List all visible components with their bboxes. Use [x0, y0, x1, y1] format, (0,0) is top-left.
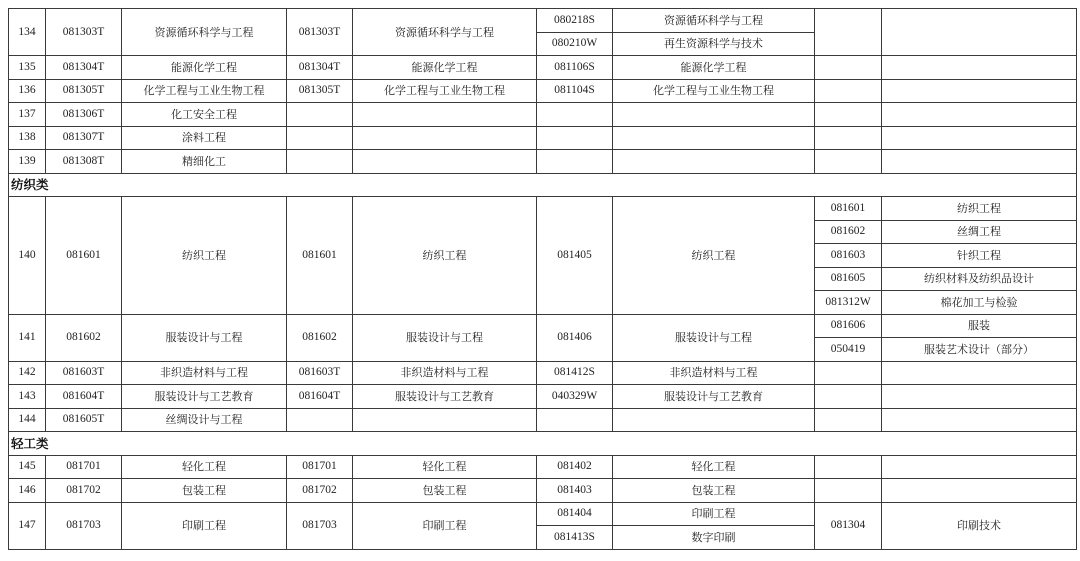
prev-major-name-cell — [882, 479, 1077, 503]
ref-major-code-cell: 081304T — [287, 56, 353, 80]
ref-major-name-cell: 印刷工程 — [353, 502, 537, 549]
ref-major-name-cell: 化学工程与工业生物工程 — [353, 79, 537, 103]
ref-major-code-cell: 081703 — [287, 502, 353, 549]
prev-major-name-cell — [882, 9, 1077, 56]
major-name-cell: 精细化工 — [122, 150, 287, 174]
row-number-cell: 141 — [9, 314, 46, 361]
prev-major-name-cell — [882, 361, 1077, 385]
table-row — [9, 314, 1077, 338]
old-major-code-cell — [537, 126, 613, 150]
major-code-cell: 081306T — [46, 103, 122, 127]
major-name-cell: 包装工程 — [122, 479, 287, 503]
major-name-cell: 能源化学工程 — [122, 56, 287, 80]
old-major-name-cell: 资源循环科学与工程 — [613, 9, 815, 33]
ref-major-code-cell: 081303T — [287, 9, 353, 56]
prev-major-code-cell — [815, 103, 882, 127]
ref-major-code-cell — [287, 103, 353, 127]
prev-major-name-cell — [882, 385, 1077, 409]
prev-major-name-cell — [882, 79, 1077, 103]
row-number-cell: 140 — [9, 197, 46, 315]
prev-major-code-cell: 081601 — [815, 197, 882, 221]
major-code-cell: 081703 — [46, 502, 122, 549]
row-number-cell: 135 — [9, 56, 46, 80]
ref-major-name-cell: 资源循环科学与工程 — [353, 9, 537, 56]
ref-major-name-cell — [353, 408, 537, 432]
ref-major-code-cell: 081603T — [287, 361, 353, 385]
ref-major-code-cell: 081702 — [287, 479, 353, 503]
prev-major-code-cell — [815, 408, 882, 432]
major-name-cell: 化工安全工程 — [122, 103, 287, 127]
major-catalog-table-container — [8, 8, 1077, 550]
table-row — [9, 385, 1077, 409]
old-major-code-cell: 081405 — [537, 197, 613, 315]
major-name-cell: 轻化工程 — [122, 455, 287, 479]
prev-major-name-cell: 服装 — [882, 314, 1077, 338]
prev-major-code-cell: 081606 — [815, 314, 882, 338]
prev-major-code-cell — [815, 455, 882, 479]
major-name-cell: 非织造材料与工程 — [122, 361, 287, 385]
prev-major-name-cell — [882, 126, 1077, 150]
major-code-cell: 081702 — [46, 479, 122, 503]
major-code-cell: 081701 — [46, 455, 122, 479]
old-major-code-cell: 081406 — [537, 314, 613, 361]
major-code-cell: 081307T — [46, 126, 122, 150]
ref-major-name-cell — [353, 126, 537, 150]
ref-major-name-cell — [353, 103, 537, 127]
prev-major-code-cell — [815, 56, 882, 80]
prev-major-code-cell — [815, 126, 882, 150]
table-row — [9, 150, 1077, 174]
old-major-name-cell: 包装工程 — [613, 479, 815, 503]
row-number-cell: 142 — [9, 361, 46, 385]
prev-major-code-cell — [815, 361, 882, 385]
prev-major-name-cell: 印刷技术 — [882, 502, 1077, 549]
major-name-cell: 纺织工程 — [122, 197, 287, 315]
prev-major-code-cell: 081605 — [815, 267, 882, 291]
prev-major-code-cell: 081304 — [815, 502, 882, 549]
row-number-cell: 144 — [9, 408, 46, 432]
old-major-code-cell: 081106S — [537, 56, 613, 80]
row-number-cell: 139 — [9, 150, 46, 174]
old-major-code-cell: 081413S — [537, 526, 613, 550]
major-code-cell: 081602 — [46, 314, 122, 361]
ref-major-name-cell: 轻化工程 — [353, 455, 537, 479]
ref-major-code-cell: 081701 — [287, 455, 353, 479]
prev-major-code-cell: 081603 — [815, 244, 882, 268]
row-number-cell: 145 — [9, 455, 46, 479]
major-code-cell: 081601 — [46, 197, 122, 315]
major-code-cell: 081603T — [46, 361, 122, 385]
major-code-cell: 081605T — [46, 408, 122, 432]
prev-major-name-cell: 纺织材料及纺织品设计 — [882, 267, 1077, 291]
table-row — [9, 79, 1077, 103]
row-number-cell: 137 — [9, 103, 46, 127]
old-major-name-cell: 印刷工程 — [613, 502, 815, 526]
major-code-cell: 081308T — [46, 150, 122, 174]
old-major-code-cell: 080218S — [537, 9, 613, 33]
prev-major-name-cell: 纺织工程 — [882, 197, 1077, 221]
row-number-cell: 136 — [9, 79, 46, 103]
ref-major-name-cell: 包装工程 — [353, 479, 537, 503]
category-row — [9, 173, 1077, 197]
major-name-cell: 涂料工程 — [122, 126, 287, 150]
prev-major-code-cell: 050419 — [815, 338, 882, 362]
prev-major-name-cell — [882, 103, 1077, 127]
prev-major-code-cell: 081602 — [815, 220, 882, 244]
ref-major-code-cell: 081305T — [287, 79, 353, 103]
major-name-cell: 服装设计与工程 — [122, 314, 287, 361]
major-code-cell: 081305T — [46, 79, 122, 103]
old-major-code-cell: 080210W — [537, 32, 613, 56]
category-row — [9, 432, 1077, 456]
table-row — [9, 126, 1077, 150]
category-label: 纺织类 — [9, 173, 1077, 197]
prev-major-code-cell — [815, 479, 882, 503]
ref-major-name-cell: 纺织工程 — [353, 197, 537, 315]
old-major-code-cell: 040329W — [537, 385, 613, 409]
prev-major-code-cell — [815, 385, 882, 409]
prev-major-name-cell — [882, 408, 1077, 432]
ref-major-code-cell: 081601 — [287, 197, 353, 315]
row-number-cell: 138 — [9, 126, 46, 150]
major-code-cell: 081604T — [46, 385, 122, 409]
row-number-cell: 147 — [9, 502, 46, 549]
old-major-name-cell: 轻化工程 — [613, 455, 815, 479]
old-major-code-cell — [537, 150, 613, 174]
table-row — [9, 479, 1077, 503]
category-label: 轻工类 — [9, 432, 1077, 456]
ref-major-code-cell: 081602 — [287, 314, 353, 361]
major-code-cell: 081303T — [46, 9, 122, 56]
ref-major-code-cell — [287, 150, 353, 174]
table-row — [9, 502, 1077, 526]
old-major-name-cell: 服装设计与工程 — [613, 314, 815, 361]
old-major-name-cell — [613, 103, 815, 127]
table-row — [9, 56, 1077, 80]
old-major-code-cell — [537, 408, 613, 432]
old-major-name-cell: 纺织工程 — [613, 197, 815, 315]
old-major-code-cell: 081404 — [537, 502, 613, 526]
prev-major-code-cell — [815, 79, 882, 103]
old-major-name-cell: 化学工程与工业生物工程 — [613, 79, 815, 103]
table-body — [9, 9, 1077, 550]
old-major-name-cell — [613, 408, 815, 432]
table-row — [9, 103, 1077, 127]
old-major-name-cell: 服装设计与工艺教育 — [613, 385, 815, 409]
table-row — [9, 408, 1077, 432]
major-name-cell: 服装设计与工艺教育 — [122, 385, 287, 409]
ref-major-code-cell — [287, 126, 353, 150]
row-number-cell: 143 — [9, 385, 46, 409]
row-number-cell: 146 — [9, 479, 46, 503]
old-major-name-cell: 非织造材料与工程 — [613, 361, 815, 385]
old-major-code-cell — [537, 103, 613, 127]
prev-major-name-cell — [882, 455, 1077, 479]
ref-major-name-cell: 服装设计与工程 — [353, 314, 537, 361]
prev-major-name-cell: 针织工程 — [882, 244, 1077, 268]
table-row — [9, 455, 1077, 479]
prev-major-code-cell — [815, 9, 882, 56]
old-major-code-cell: 081403 — [537, 479, 613, 503]
prev-major-code-cell: 081312W — [815, 291, 882, 315]
old-major-code-cell: 081104S — [537, 79, 613, 103]
table-row — [9, 197, 1077, 221]
prev-major-name-cell: 服装艺术设计（部分） — [882, 338, 1077, 362]
major-code-cell: 081304T — [46, 56, 122, 80]
old-major-name-cell — [613, 150, 815, 174]
old-major-name-cell: 能源化学工程 — [613, 56, 815, 80]
prev-major-name-cell: 棉花加工与检验 — [882, 291, 1077, 315]
row-number-cell: 134 — [9, 9, 46, 56]
old-major-code-cell: 081402 — [537, 455, 613, 479]
prev-major-name-cell: 丝绸工程 — [882, 220, 1077, 244]
ref-major-name-cell: 能源化学工程 — [353, 56, 537, 80]
ref-major-code-cell — [287, 408, 353, 432]
ref-major-name-cell: 非织造材料与工程 — [353, 361, 537, 385]
ref-major-name-cell: 服装设计与工艺教育 — [353, 385, 537, 409]
old-major-code-cell: 081412S — [537, 361, 613, 385]
major-catalog-table — [8, 8, 1077, 550]
old-major-name-cell — [613, 126, 815, 150]
ref-major-name-cell — [353, 150, 537, 174]
major-name-cell: 印刷工程 — [122, 502, 287, 549]
ref-major-code-cell: 081604T — [287, 385, 353, 409]
major-name-cell: 化学工程与工业生物工程 — [122, 79, 287, 103]
old-major-name-cell: 数字印刷 — [613, 526, 815, 550]
old-major-name-cell: 再生资源科学与技术 — [613, 32, 815, 56]
table-row — [9, 9, 1077, 33]
prev-major-code-cell — [815, 150, 882, 174]
prev-major-name-cell — [882, 56, 1077, 80]
prev-major-name-cell — [882, 150, 1077, 174]
table-row — [9, 361, 1077, 385]
major-name-cell: 资源循环科学与工程 — [122, 9, 287, 56]
major-name-cell: 丝绸设计与工程 — [122, 408, 287, 432]
